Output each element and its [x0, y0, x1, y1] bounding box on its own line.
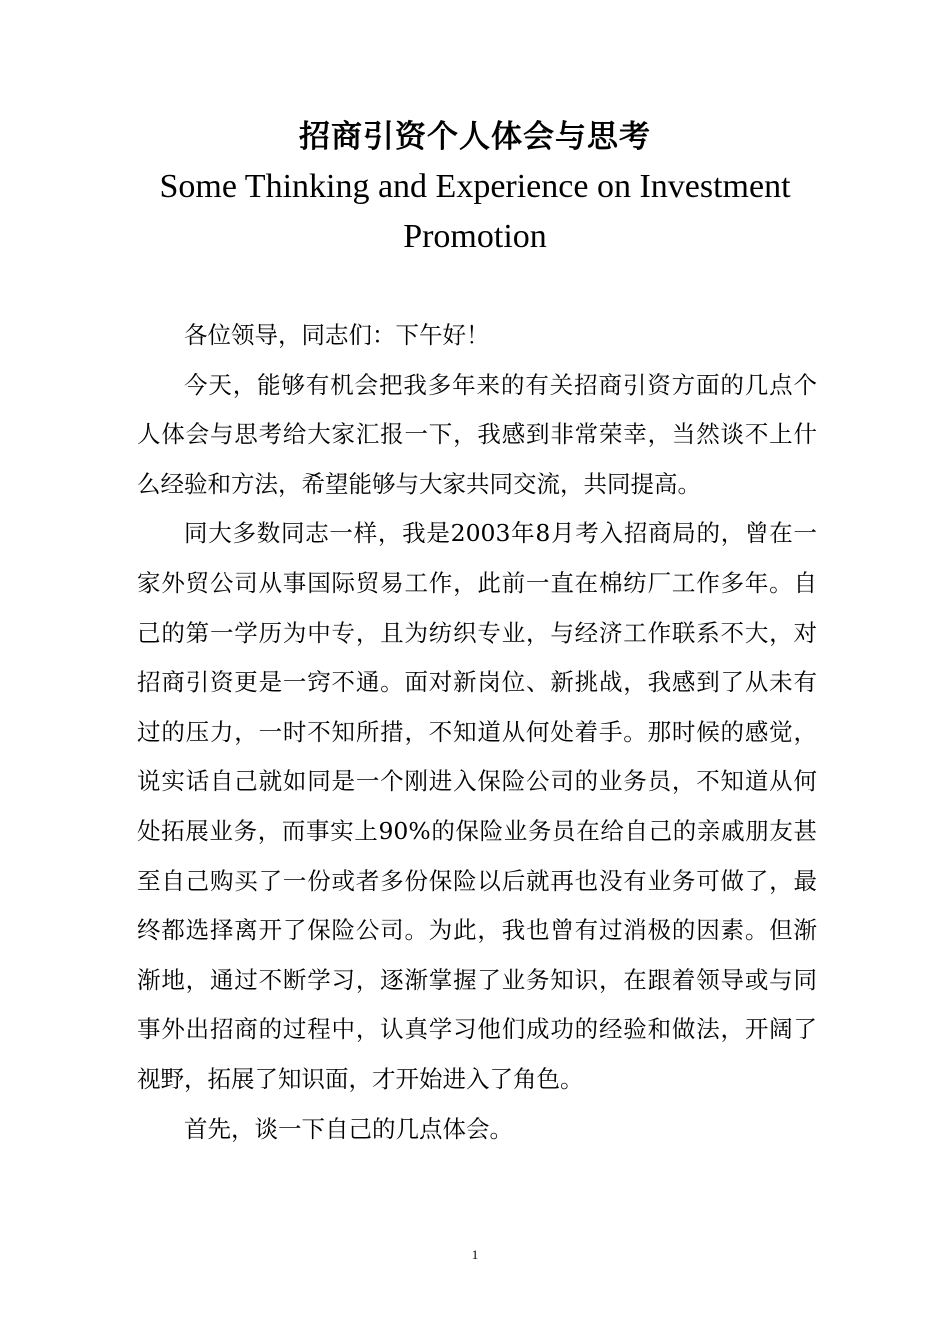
paragraph-transition: 首先，谈一下自己的几点体会。: [184, 1114, 513, 1143]
document-title-english: Some Thinking and Experience on Investment Promotion: [159, 168, 791, 255]
document-body: [137, 311, 817, 1154]
paragraph-background: 同大多数同志一样，我是2003年8月考入招商局的，曾在一家外贸公司从事国际贸易工作，此前一直在棉纺厂工作多年。自己的第一学历为中专，且为纺织专业，与经济工作联系不大，对招商引资更是一窍不通。面对新岗位、新挑战，我感到了从未有过的压力，一时不知所措，不知道从何处着手。那时候的感觉，说实话自己就如同是一个刚进入保险公司的业务员，不知道从何处拓展业务，而事实上90%的保险业务员在给自己的亲戚朋友甚至自己购买了一份或者多份保险以后就再也没有业务可做了，最终都选择离开了保险公司。为此，我也曾有过消极的因素。但渐渐地，通过不断学习，逐渐掌握了业务知识，在跟着领导或与同事外出招商的过程中，认真学习他们成功的经验和做法，开阔了视野，拓展了知识面，才开始进入了角色。: [137, 519, 817, 1093]
page-number: 1: [471, 1247, 479, 1262]
document-title-chinese: 招商引资个人体会与思考: [299, 119, 651, 155]
paragraph-greeting: 各位领导，同志们：下午好！: [184, 321, 490, 349]
paragraph-intro: 今天，能够有机会把我多年来的有关招商引资方面的几点个人体会与思考给大家汇报一下，我感到非常荣幸，当然谈不上什么经验和方法，希望能够与大家共同交流，共同提高。: [137, 370, 817, 498]
